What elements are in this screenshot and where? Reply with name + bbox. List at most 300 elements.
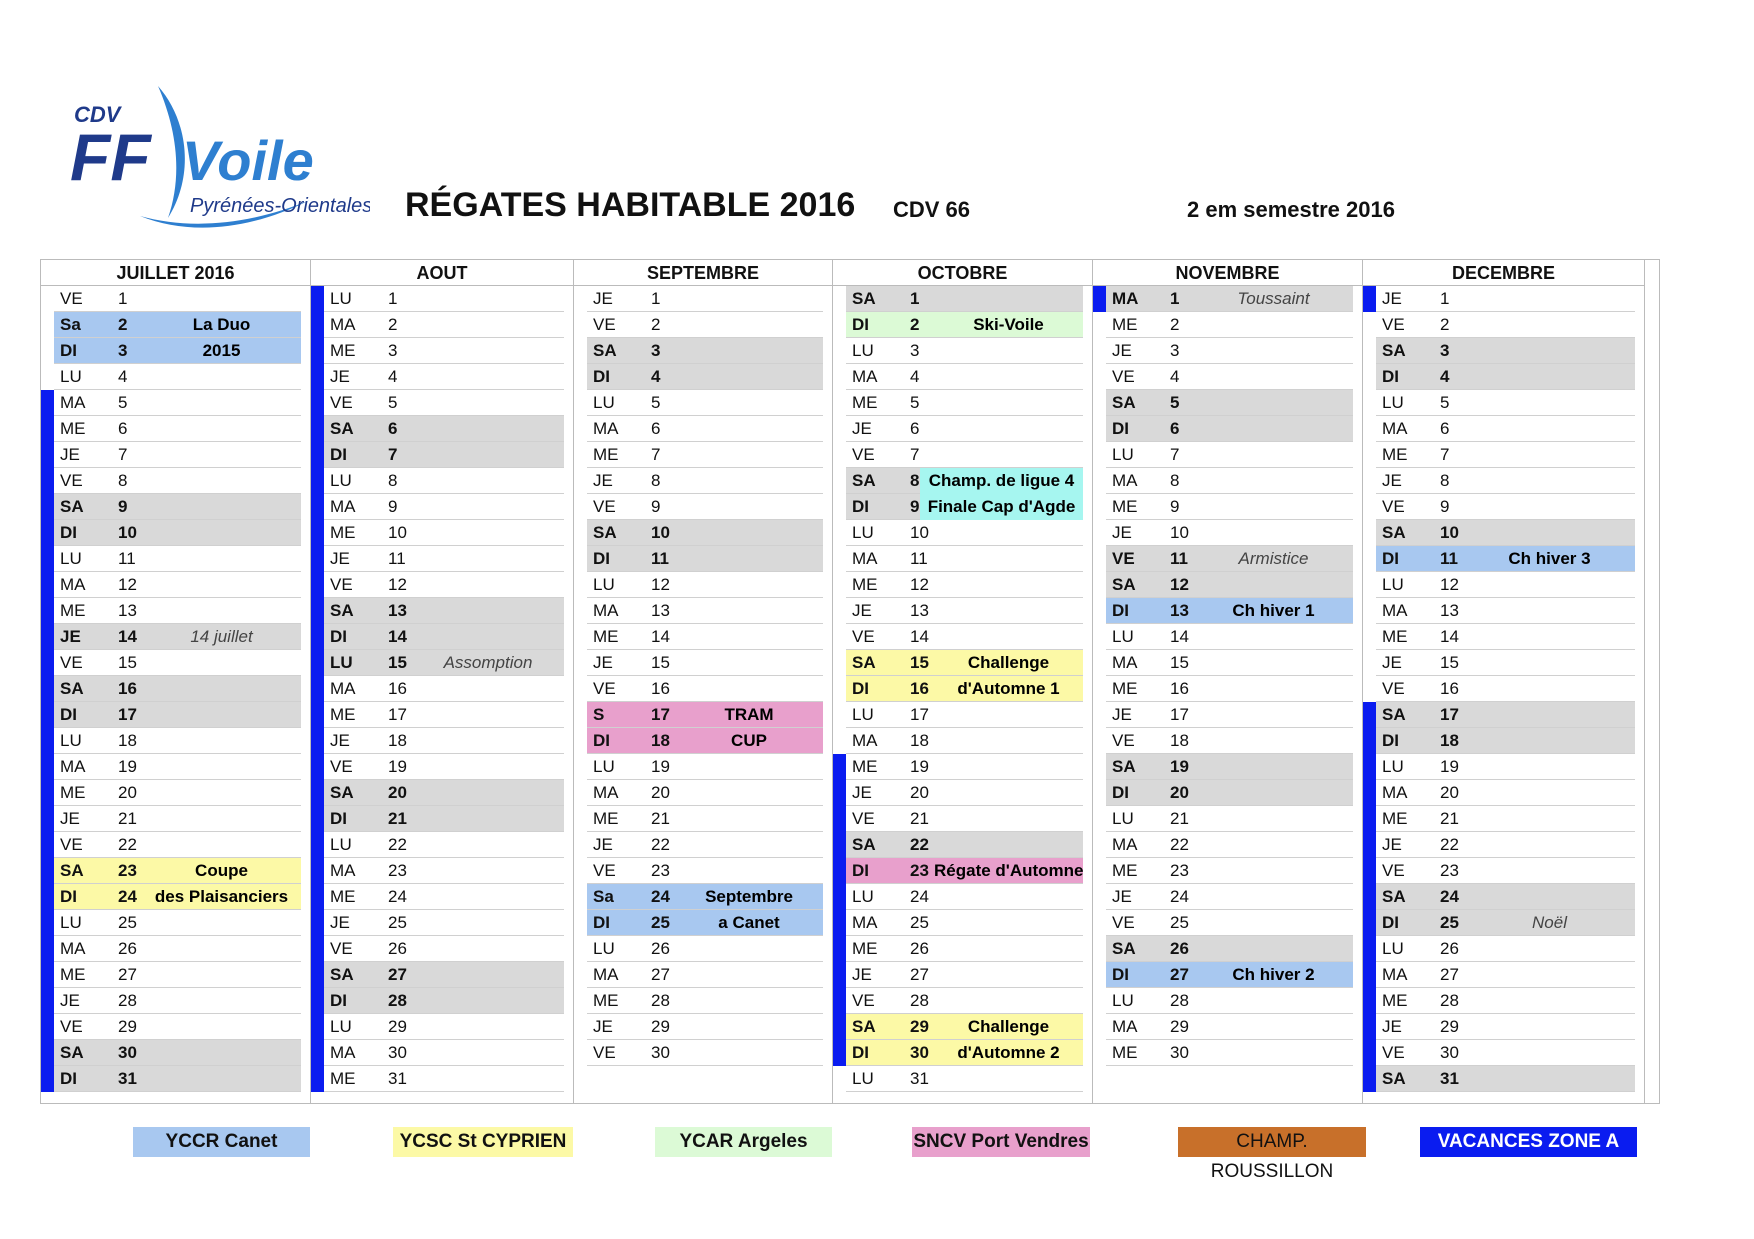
day-name: VE <box>1112 549 1135 568</box>
day-name: SA <box>1382 705 1406 724</box>
day-row <box>54 520 301 546</box>
day-name: JE <box>60 627 81 646</box>
day-name: SA <box>1112 575 1136 594</box>
day-name: VE <box>330 757 353 776</box>
day-row <box>846 390 1083 416</box>
event-label: d'Automne 1 <box>957 679 1060 698</box>
day-name: VE <box>852 991 875 1010</box>
day-number: 13 <box>1170 601 1189 620</box>
day-row <box>1376 1040 1635 1066</box>
day-row <box>54 728 301 754</box>
day-number: 13 <box>388 601 407 620</box>
day-name: LU <box>852 341 874 360</box>
day-number: 25 <box>1440 913 1459 932</box>
day-row <box>587 832 823 858</box>
day-row <box>1376 988 1635 1014</box>
day-row <box>587 780 823 806</box>
day-name: LU <box>60 549 82 568</box>
day-name: DI <box>1382 731 1399 750</box>
day-row <box>324 806 564 832</box>
day-number: 15 <box>388 653 407 672</box>
day-name: DI <box>852 679 869 698</box>
day-row <box>587 624 823 650</box>
day-row <box>54 754 301 780</box>
day-row <box>324 884 564 910</box>
day-number: 23 <box>118 861 137 880</box>
day-name: DI <box>60 705 77 724</box>
day-number: 4 <box>118 367 128 386</box>
day-name: SA <box>852 289 876 308</box>
day-row <box>587 676 823 702</box>
day-number: 6 <box>388 419 398 438</box>
day-name: JE <box>852 601 872 620</box>
month-column <box>1363 260 1645 1103</box>
day-number: 11 <box>1170 549 1188 568</box>
day-row <box>846 832 1083 858</box>
day-number: 30 <box>651 1043 670 1062</box>
day-row <box>587 546 823 572</box>
day-row <box>54 832 301 858</box>
day-name: VE <box>1382 679 1405 698</box>
day-name: DI <box>1112 965 1129 984</box>
day-number: 25 <box>651 913 670 932</box>
day-number: 6 <box>910 419 920 438</box>
day-name: ME <box>330 523 356 542</box>
day-row <box>54 858 301 884</box>
day-name: ME <box>1382 445 1408 464</box>
day-number: 5 <box>1170 393 1180 412</box>
day-number: 15 <box>1170 653 1189 672</box>
day-number: 16 <box>388 679 407 698</box>
day-row <box>846 650 1083 676</box>
day-row <box>324 442 564 468</box>
day-name: MA <box>60 393 86 412</box>
event-label: Armistice <box>1238 549 1309 568</box>
day-row <box>54 702 301 728</box>
day-name: ME <box>593 627 619 646</box>
day-name: VE <box>593 679 616 698</box>
day-number: 7 <box>118 445 128 464</box>
day-name: JE <box>852 965 872 984</box>
day-number: 23 <box>910 861 929 880</box>
day-number: 6 <box>118 419 128 438</box>
day-number: 1 <box>388 289 398 308</box>
day-number: 5 <box>388 393 398 412</box>
day-number: 2 <box>1170 315 1180 334</box>
day-number: 30 <box>910 1043 929 1062</box>
day-name: SA <box>1382 341 1406 360</box>
day-row <box>1106 572 1353 598</box>
ffvoile-logo <box>70 80 370 240</box>
day-row <box>587 806 823 832</box>
day-number: 21 <box>118 809 137 828</box>
day-number: 21 <box>910 809 929 828</box>
day-number: 29 <box>910 1017 929 1036</box>
day-number: 23 <box>1440 861 1459 880</box>
day-number: 28 <box>1170 991 1189 1010</box>
day-name: MA <box>1112 471 1138 490</box>
day-name: LU <box>593 393 615 412</box>
day-name: JE <box>593 471 613 490</box>
day-row <box>1376 650 1635 676</box>
day-name: LU <box>593 757 615 776</box>
day-number: 26 <box>651 939 670 958</box>
day-row <box>846 598 1083 624</box>
day-row <box>587 858 823 884</box>
day-number: 19 <box>1440 757 1459 776</box>
day-number: 2 <box>1440 315 1450 334</box>
day-number: 25 <box>118 913 137 932</box>
day-row <box>587 1040 823 1066</box>
day-number: 24 <box>1170 887 1189 906</box>
day-number: 20 <box>651 783 670 802</box>
day-number: 8 <box>651 471 661 490</box>
day-name: LU <box>330 1017 352 1036</box>
event-label: Champ. de ligue 4 <box>920 468 1083 494</box>
day-number: 27 <box>1440 965 1459 984</box>
day-row <box>1376 832 1635 858</box>
day-row <box>846 442 1083 468</box>
day-row <box>846 884 1083 910</box>
day-name: MA <box>330 679 356 698</box>
day-number: 14 <box>1440 627 1459 646</box>
day-row <box>1106 338 1353 364</box>
day-number: 12 <box>118 575 137 594</box>
day-number: 31 <box>118 1069 137 1088</box>
day-row <box>54 416 301 442</box>
day-row <box>1376 546 1635 572</box>
day-name: DI <box>852 315 869 334</box>
event-label: Septembre <box>705 887 793 906</box>
day-number: 11 <box>1440 549 1458 568</box>
day-name: JE <box>60 445 80 464</box>
day-number: 20 <box>1440 783 1459 802</box>
day-row <box>846 338 1083 364</box>
day-number: 13 <box>118 601 137 620</box>
day-name: SA <box>60 679 84 698</box>
day-row <box>846 572 1083 598</box>
day-number: 19 <box>1170 757 1189 776</box>
event-label: Ch hiver 2 <box>1232 965 1315 984</box>
day-number: 7 <box>1170 445 1180 464</box>
day-number: 30 <box>1440 1043 1459 1062</box>
day-name: ME <box>852 575 878 594</box>
day-name: DI <box>330 627 347 646</box>
day-name: LU <box>1382 393 1404 412</box>
day-row <box>1376 780 1635 806</box>
day-row <box>587 520 823 546</box>
day-number: 17 <box>910 705 929 724</box>
day-number: 21 <box>1440 809 1459 828</box>
day-row <box>587 884 823 910</box>
day-row <box>324 988 564 1014</box>
day-number: 18 <box>910 731 929 750</box>
day-row <box>846 546 1083 572</box>
day-name: SA <box>1382 523 1406 542</box>
day-row <box>846 1066 1083 1092</box>
event-label: Régate d'Automne <box>934 861 1084 880</box>
day-name: JE <box>1382 835 1402 854</box>
day-row <box>54 546 301 572</box>
day-number: 12 <box>651 575 670 594</box>
event-label: Assomption <box>443 653 533 672</box>
day-row <box>846 494 1083 520</box>
day-row <box>1106 546 1353 572</box>
day-name: MA <box>593 419 619 438</box>
day-row <box>1106 676 1353 702</box>
day-row <box>1106 806 1353 832</box>
event-label: Toussaint <box>1237 289 1310 308</box>
day-row <box>54 676 301 702</box>
month-column <box>574 260 833 1103</box>
day-number: 15 <box>1440 653 1459 672</box>
month-header: SEPTEMBRE <box>574 260 832 286</box>
day-name: VE <box>593 1043 616 1062</box>
day-name: ME <box>593 445 619 464</box>
day-row <box>1106 702 1353 728</box>
day-row <box>324 702 564 728</box>
day-name: DI <box>330 991 347 1010</box>
day-name: JE <box>330 549 350 568</box>
day-name: DI <box>330 809 347 828</box>
day-number: 21 <box>651 809 670 828</box>
day-row <box>324 1040 564 1066</box>
day-number: 4 <box>910 367 920 386</box>
day-row <box>54 598 301 624</box>
day-number: 15 <box>651 653 670 672</box>
day-row <box>846 806 1083 832</box>
legend <box>0 1127 1754 1182</box>
day-row <box>324 1066 564 1092</box>
event-label: a Canet <box>718 913 780 932</box>
day-name: DI <box>593 549 610 568</box>
day-row <box>1106 936 1353 962</box>
day-name: LU <box>1112 445 1134 464</box>
day-number: 3 <box>651 341 661 360</box>
day-row <box>1106 780 1353 806</box>
day-number: 24 <box>118 887 137 906</box>
day-number: 22 <box>388 835 407 854</box>
day-row <box>587 286 823 312</box>
day-number: 9 <box>1170 497 1180 516</box>
day-name: ME <box>1382 627 1408 646</box>
day-name: SA <box>852 1017 876 1036</box>
event-label: La Duo <box>192 315 251 334</box>
day-name: MA <box>60 939 86 958</box>
day-number: 27 <box>651 965 670 984</box>
day-row <box>324 754 564 780</box>
day-row <box>1376 598 1635 624</box>
day-name: LU <box>1382 575 1404 594</box>
day-row <box>1106 962 1353 988</box>
day-row <box>1376 520 1635 546</box>
day-row <box>1376 364 1635 390</box>
day-number: 17 <box>388 705 407 724</box>
day-row <box>1376 676 1635 702</box>
day-name: DI <box>852 861 869 880</box>
day-name: LU <box>1382 757 1404 776</box>
day-row <box>54 1040 301 1066</box>
day-name: MA <box>593 601 619 620</box>
day-number: 31 <box>910 1069 929 1088</box>
day-name: SA <box>852 835 876 854</box>
day-name: ME <box>852 939 878 958</box>
day-name: MA <box>330 315 356 334</box>
day-number: 17 <box>1170 705 1189 724</box>
day-name: JE <box>852 783 872 802</box>
day-row <box>54 936 301 962</box>
day-name: ME <box>1112 497 1138 516</box>
day-name: JE <box>1382 653 1402 672</box>
day-number: 22 <box>651 835 670 854</box>
day-number: 24 <box>1440 887 1459 906</box>
day-row <box>54 442 301 468</box>
day-name: ME <box>330 1069 356 1088</box>
legend-item: CHAMP. ROUSSILLON <box>1178 1127 1366 1157</box>
day-row <box>1106 754 1353 780</box>
day-number: 9 <box>651 497 661 516</box>
day-name: ME <box>60 965 86 984</box>
day-number: 24 <box>388 887 407 906</box>
day-row <box>587 650 823 676</box>
day-row <box>54 884 301 910</box>
day-number: 9 <box>1440 497 1450 516</box>
day-number: 29 <box>118 1017 137 1036</box>
day-name: VE <box>60 1017 83 1036</box>
day-row <box>324 936 564 962</box>
day-row <box>1106 494 1353 520</box>
day-row <box>846 468 1083 494</box>
day-number: 1 <box>1440 289 1450 308</box>
day-row <box>324 858 564 884</box>
day-name: JE <box>593 289 613 308</box>
day-row <box>587 988 823 1014</box>
month-column <box>311 260 574 1103</box>
day-row <box>587 468 823 494</box>
day-row <box>54 312 301 338</box>
day-number: 31 <box>388 1069 407 1088</box>
day-row <box>587 702 823 728</box>
day-row <box>1106 1040 1353 1066</box>
day-row <box>587 312 823 338</box>
day-number: 6 <box>651 419 661 438</box>
day-name: DI <box>1382 367 1399 386</box>
day-name: MA <box>852 731 878 750</box>
month-column <box>1093 260 1363 1103</box>
day-number: 28 <box>388 991 407 1010</box>
day-name: SA <box>593 341 617 360</box>
day-name: JE <box>1382 289 1402 308</box>
day-row <box>587 364 823 390</box>
day-row <box>1376 416 1635 442</box>
day-name: ME <box>1112 679 1138 698</box>
day-number: 30 <box>118 1043 137 1062</box>
day-name: ME <box>1382 809 1408 828</box>
day-number: 4 <box>388 367 398 386</box>
day-row <box>587 936 823 962</box>
day-name: MA <box>330 861 356 880</box>
day-row <box>1106 364 1353 390</box>
event-label: Noël <box>1532 913 1567 932</box>
day-number: 1 <box>651 289 661 308</box>
day-number: 21 <box>1170 809 1189 828</box>
day-name: ME <box>330 341 356 360</box>
day-name: LU <box>852 887 874 906</box>
day-name: MA <box>593 783 619 802</box>
event-label: des Plaisanciers <box>154 887 289 906</box>
day-row <box>1106 416 1353 442</box>
day-name: DI <box>60 1069 77 1088</box>
day-number: 8 <box>388 471 398 490</box>
day-name: JE <box>60 809 80 828</box>
day-number: 16 <box>651 679 670 698</box>
day-name: VE <box>1112 731 1135 750</box>
day-row <box>846 312 1083 338</box>
day-number: 19 <box>910 757 929 776</box>
day-row <box>324 650 564 676</box>
day-name: DI <box>60 887 77 906</box>
day-number: 20 <box>118 783 137 802</box>
day-name: MA <box>852 367 878 386</box>
day-number: 25 <box>1170 913 1189 932</box>
day-number: 3 <box>388 341 398 360</box>
day-name: SA <box>60 497 84 516</box>
month-header: AOUT <box>311 260 573 286</box>
day-name: VE <box>593 315 616 334</box>
day-row <box>324 312 564 338</box>
day-name: SA <box>1382 1069 1406 1088</box>
day-name: LU <box>1112 809 1134 828</box>
day-name: ME <box>1382 991 1408 1010</box>
day-number: 4 <box>651 367 661 386</box>
day-row <box>846 1040 1083 1066</box>
legend-item: YCSC St CYPRIEN <box>393 1127 573 1157</box>
vacances-stripe <box>41 390 54 1092</box>
day-name: DI <box>852 497 869 516</box>
day-number: 28 <box>118 991 137 1010</box>
day-row <box>587 442 823 468</box>
day-row <box>846 416 1083 442</box>
day-number: 7 <box>1440 445 1450 464</box>
day-name: DI <box>1382 913 1399 932</box>
event-label: Challenge <box>967 653 1050 672</box>
day-name: LU <box>1382 939 1404 958</box>
day-row <box>846 728 1083 754</box>
day-row <box>54 650 301 676</box>
day-row <box>324 572 564 598</box>
day-number: 19 <box>651 757 670 776</box>
day-number: 12 <box>1440 575 1459 594</box>
day-number: 27 <box>1170 965 1189 984</box>
day-name: SA <box>593 523 617 542</box>
day-row <box>324 832 564 858</box>
day-row <box>1106 988 1353 1014</box>
day-row <box>1106 286 1353 312</box>
day-row <box>846 624 1083 650</box>
day-number: 28 <box>1440 991 1459 1010</box>
day-row <box>1376 338 1635 364</box>
day-number: 18 <box>118 731 137 750</box>
event-label: d'Automne 2 <box>957 1043 1060 1062</box>
day-name: LU <box>330 471 352 490</box>
day-number: 29 <box>1170 1017 1189 1036</box>
vacances-stripe <box>1363 286 1376 312</box>
day-row <box>1106 312 1353 338</box>
ffvoile-logo-graphic <box>70 80 370 240</box>
day-name: LU <box>330 653 353 672</box>
day-name: SA <box>60 1043 84 1062</box>
day-row <box>1376 754 1635 780</box>
